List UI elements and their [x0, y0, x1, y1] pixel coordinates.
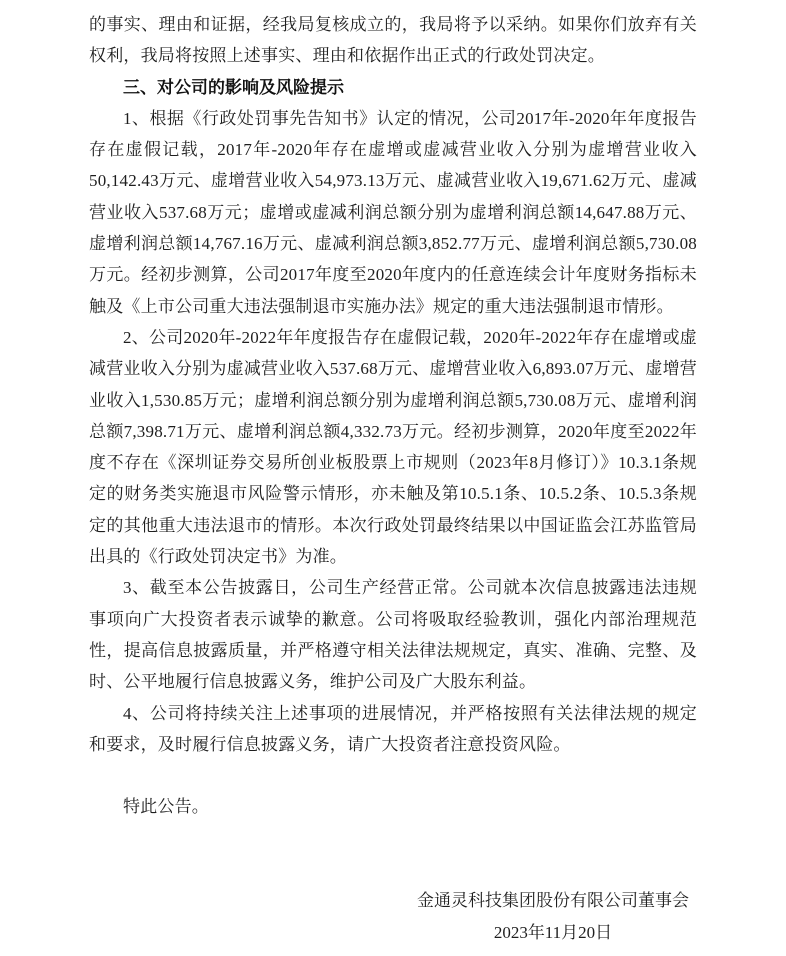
closing-statement: 特此公告。	[123, 797, 209, 817]
paragraph-item-4: 4、公司将持续关注上述事项的进展情况，并严格按照有关法律法规的规定和要求，及时履行信息披露义务，请广大投资者注意投资风险。	[89, 703, 697, 754]
section-heading-impact-and-risk: 三、对公司的影响及风险提示	[123, 77, 344, 97]
signature-area	[89, 885, 697, 948]
paragraph-continuation: 的事实、理由和证据，经我局复核成立的，我局将予以采纳。如果你们放弃有关权利，我局将按照上述事实、理由和依据作出正式的行政处罚决定。	[89, 15, 697, 66]
signature-block	[417, 885, 689, 948]
paragraph-item-2: 2、公司2020年-2022年年度报告存在虚假记载，2020年-2022年存在虚增或虚减营业收入分别为虚减营业收入537.68万元、虚增营业收入6,893.07万元、虚增营业收入1,530.85万元；虚增利润总额分别为虚增利润总额5,730.08万元、虚增利润总额7,398.71万元、虚增利润总额4,332.73万元。经初步测算，2020年度至2022年度不存在《深圳证券交易所创业板股票上市规则（2023年8月修订）》10.3.1条规定的财务类实施退市风险警示情形，亦未触及第10.5.1条、10.5.2条、10.5.3条规定的其他重大违法退市的情形。本次行政处罚最终结果以中国证监会江苏监管局出具的《行政处罚决定书》为准。	[89, 327, 697, 567]
paragraph-item-1: 1、根据《行政处罚事先告知书》认定的情况，公司2017年-2020年年度报告存在虚假记载，2017年-2020年存在虚增或虚减营业收入分别为虚增营业收入50,142.43万元、虚增营业收入54,973.13万元、虚减营业收入19,671.62万元、虚减营业收入537.68万元；虚增或虚减利润总额分别为虚增利润总额14,647.88万元、虚增利润总额14,767.16万元、虚减利润总额3,852.77万元、虚增利润总额5,730.08万元。经初步测算，公司2017年度至2020年度内的任意连续会计年度财务指标未触及《上市公司重大违法强制退市实施办法》规定的重大违法强制退市情形。	[89, 108, 697, 316]
paragraph-item-3: 3、截至本公告披露日，公司生产经营正常。公司就本次信息披露违法违规事项向广大投资者表示诚挚的歉意。公司将吸取经验教训，强化内部治理规范性，提高信息披露质量，并严格遵守相关法律法规规定，真实、准确、完整、及时、公平地履行信息披露义务，维护公司及广大股东利益。	[89, 578, 697, 692]
announcement-document	[89, 9, 697, 948]
signature-date: 2023年11月20日	[493, 922, 613, 942]
signature-company: 金通灵科技集团股份有限公司董事会	[417, 891, 689, 911]
